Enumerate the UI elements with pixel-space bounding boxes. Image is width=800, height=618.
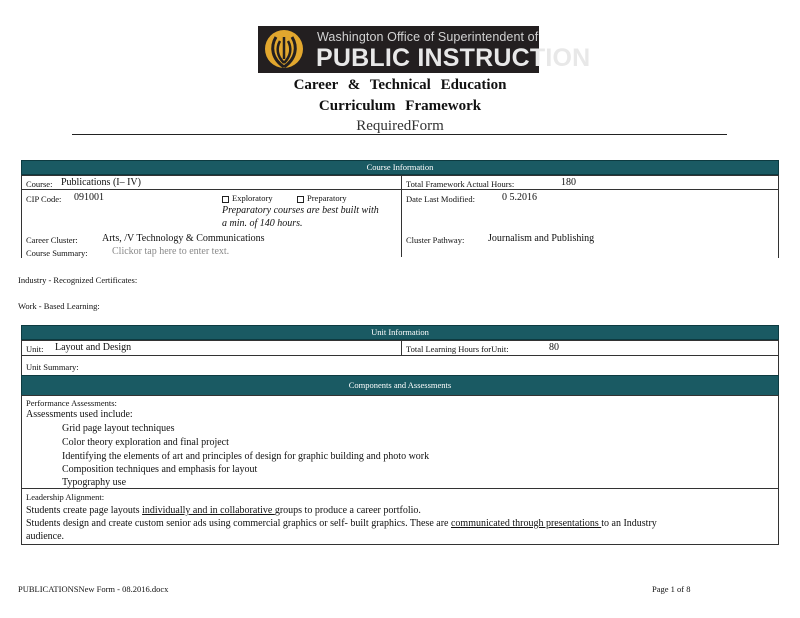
list-item: Color theory exploration and final project bbox=[62, 437, 229, 448]
assessments-intro: Assessments used include: bbox=[26, 409, 133, 420]
course-row-divider bbox=[21, 189, 779, 190]
unit-hours-value[interactable]: 80 bbox=[549, 342, 559, 353]
footer-page-number: Page 1 of 8 bbox=[652, 584, 691, 594]
title-rule bbox=[72, 134, 727, 135]
leadership-line1: Students create page layouts individually and in collaborative groups to produce a career portfolio. bbox=[26, 505, 421, 516]
course-value[interactable]: Publications (I– IV) bbox=[61, 177, 141, 188]
course-summary-label: Course Summary: bbox=[26, 248, 88, 258]
course-summary-placeholder[interactable]: Clickor tap here to enter text. bbox=[112, 246, 230, 257]
unit-info-table bbox=[21, 340, 779, 377]
leadership-alignment-label: Leadership Alignment: bbox=[26, 492, 105, 502]
components-row-divider bbox=[21, 488, 779, 489]
cip-label: CIP Code: bbox=[26, 194, 62, 204]
logo-agency-line: Washington Office of Superintendent of bbox=[317, 30, 539, 44]
industry-certificates-label: Industry - Recognized Certificates: bbox=[18, 275, 138, 285]
page-title-line2: Curriculum Framework bbox=[318, 98, 482, 114]
unit-summary-label: Unit Summary: bbox=[26, 362, 79, 372]
preparatory-note-line1: Preparatory courses are best built with bbox=[222, 205, 379, 216]
exploratory-label: Exploratory bbox=[232, 193, 273, 203]
preparatory-option[interactable] bbox=[297, 193, 347, 203]
work-based-learning-label: Work - Based Learning: bbox=[18, 301, 100, 311]
list-item: Typography use bbox=[62, 477, 127, 488]
ospi-wheat-icon bbox=[262, 29, 312, 70]
unit-label: Unit: bbox=[26, 344, 44, 354]
logo-name-line: PUBLIC INSTRUCTION bbox=[316, 44, 591, 72]
leadership-line2: Students design and create custom senior ads using commercial graphics or self- built graphics. These are communicated through presentations to an Industry bbox=[26, 518, 657, 529]
checkbox-icon[interactable] bbox=[222, 196, 229, 203]
page-subtitle: RequiredForm bbox=[356, 118, 444, 134]
cluster-pathway-value[interactable]: Journalism and Publishing bbox=[488, 233, 595, 244]
cip-value[interactable]: 091001 bbox=[74, 192, 104, 203]
checkbox-icon[interactable] bbox=[297, 196, 304, 203]
performance-assessments-label: Performance Assessments: bbox=[26, 398, 117, 408]
date-modified-value[interactable]: 0 5.2016 bbox=[502, 192, 537, 203]
course-label: Course: bbox=[26, 179, 53, 189]
list-item: Identifying the elements of art and principles of design for graphic building and photo work bbox=[62, 451, 430, 462]
unit-row-divider bbox=[21, 355, 779, 356]
date-modified-label: Date Last Modified: bbox=[406, 194, 475, 204]
preparatory-note-line2: a min. of 140 hours. bbox=[222, 218, 303, 229]
total-hours-value[interactable]: 180 bbox=[561, 177, 576, 188]
course-col-divider bbox=[401, 175, 402, 257]
cluster-pathway-label: Cluster Pathway: bbox=[406, 235, 465, 245]
preparatory-label: Preparatory bbox=[307, 193, 347, 203]
page-title-line1: Career & Technical Education bbox=[293, 77, 507, 93]
leadership-line3: audience. bbox=[26, 531, 65, 542]
unit-col-divider bbox=[401, 340, 402, 355]
ospi-logo bbox=[258, 26, 591, 73]
course-info-header: Course Information bbox=[21, 160, 779, 175]
list-item: Composition techniques and emphasis for layout bbox=[62, 464, 258, 475]
components-header: Components and Assessments bbox=[21, 375, 779, 396]
list-item: Grid page layout techniques bbox=[62, 423, 175, 434]
unit-hours-label: Total Learning Hours forUnit: bbox=[406, 344, 509, 354]
total-hours-label: Total Framework Actual Hours: bbox=[406, 179, 515, 189]
career-cluster-value[interactable]: Arts, /V Technology & Communications bbox=[102, 233, 265, 244]
unit-info-header: Unit Information bbox=[21, 325, 779, 340]
exploratory-option[interactable] bbox=[222, 193, 273, 203]
career-cluster-label: Career Cluster: bbox=[26, 235, 78, 245]
footer-filename: PUBLICATIONSNew Form - 08.2016.docx bbox=[18, 584, 169, 594]
unit-value[interactable]: Layout and Design bbox=[55, 342, 132, 353]
